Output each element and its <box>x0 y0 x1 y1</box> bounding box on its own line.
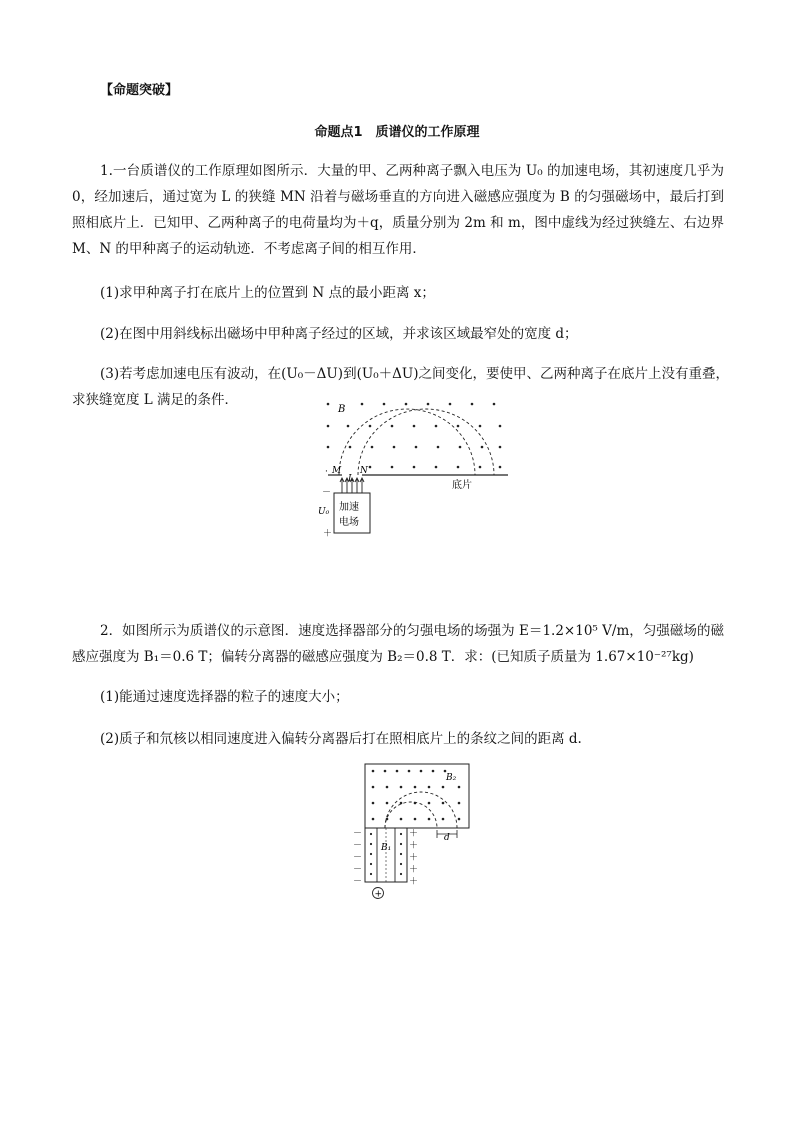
trajectory-right <box>358 409 494 475</box>
label-B2: B₂ <box>446 773 457 783</box>
svg-text:＋: ＋ <box>409 865 419 875</box>
svg-text:＋: ＋ <box>409 841 419 851</box>
label-film: 底片 <box>452 480 472 491</box>
label-B1: B₁ <box>381 843 392 853</box>
ion-source-sign: + <box>374 889 383 900</box>
svg-text:－: － <box>353 829 363 839</box>
section-label: 【命题突破】 <box>100 83 179 98</box>
q1-sub2: (2)在图中用斜线标出磁场中甲种离子经过的区域，并求该区域最窄处的宽度 d； <box>100 326 578 342</box>
svg-text:－: － <box>353 877 363 887</box>
svg-text:＋: ＋ <box>409 853 419 863</box>
label-L: L <box>348 474 354 484</box>
q1-sub3: (3)若考虑加速电压有波动，在(U₀－ΔU)到(U₀＋ΔU)之间变化，要使甲、乙两种离子在底片上没有重叠，求狭缝宽度 L 满足的条件． <box>72 366 730 408</box>
svg-text:－: － <box>353 841 363 851</box>
label-accel-1: 加速 <box>339 502 359 513</box>
positive-plate-signs <box>409 828 418 887</box>
q1-sub1: (1)求甲种离子打在底片上的位置到 N 点的最小距离 x； <box>100 285 435 301</box>
magnetic-field-dots <box>327 403 502 469</box>
label-B: B <box>338 404 346 415</box>
q2-stem: 2．如图所示为质谱仪的示意图．速度选择器部分的匀强电场的场强为 E＝1.2×10⁵ V/m，匀强磁场的磁感应强度为 B₁＝0.6 T；偏转分离器的磁感应强度为 B₂＝0.8 T．求：(已知质子质量为 1.67×10⁻²⁷kg) <box>72 623 724 665</box>
label-U0: U₀ <box>318 507 330 517</box>
q1-stem: 1.一台质谱仪的工作原理如图所示．大量的甲、乙两种离子飘入电压为 U₀ 的加速电场，其初速度几乎为 0，经加速后，通过宽为 L 的狭缝 MN 沿着与磁场垂直的方向进入磁感应强度为 B 的匀强磁场中，最后打到照相底片上．已知甲、乙两种离子的电荷量均为＋q，质量分别为 2m 和 m，图中虚线为经过狭缝左、右边界M、N 的甲种离子的运动轨迹．不考虑离子间的相互作用． <box>72 163 724 257</box>
ion-beam-arrows <box>340 478 364 493</box>
q2-sub1: (1)能通过速度选择器的粒子的速度大小； <box>100 689 349 705</box>
label-M: M <box>332 466 342 476</box>
svg-text:＋: ＋ <box>409 829 419 839</box>
section-subtitle: 命题点1 质谱仪的工作原理 <box>314 125 480 140</box>
figure-1-mass-spectrometer <box>312 395 512 545</box>
figure-2-mass-spectrometer <box>345 760 475 902</box>
svg-text:－: － <box>353 865 363 875</box>
svg-text:－: － <box>353 853 363 863</box>
label-plus: ＋ <box>323 529 333 539</box>
label-N: N <box>360 466 368 476</box>
label-d: d <box>444 833 450 843</box>
negative-plate-signs <box>353 829 362 887</box>
svg-text:＋: ＋ <box>409 877 419 887</box>
dot-left: · <box>325 467 328 477</box>
label-accel-2: 电场 <box>339 517 359 528</box>
trajectory-deuteron <box>385 792 457 828</box>
q2-sub2: (2)质子和氘核以相同速度进入偏转分离器后打在照相底片上的条纹之间的距离 d. <box>100 731 582 747</box>
label-minus: － <box>322 488 332 498</box>
